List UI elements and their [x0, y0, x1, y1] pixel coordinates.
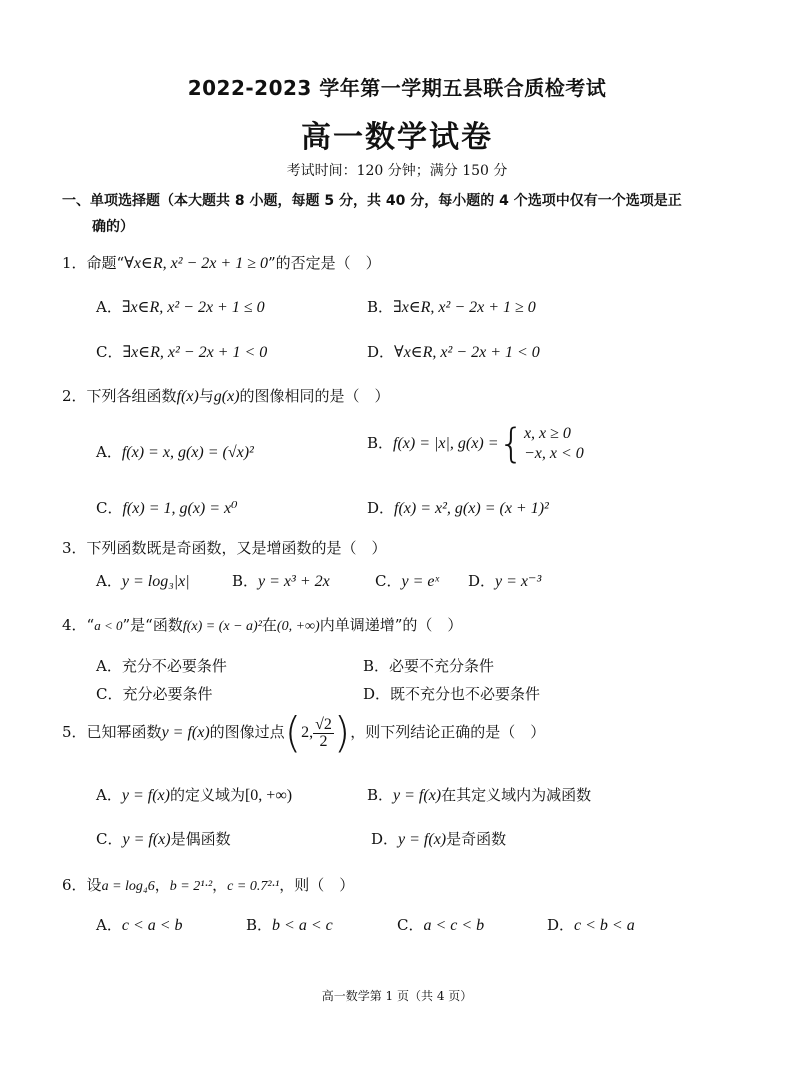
case-1: x, x ≥ 0	[523, 425, 571, 442]
option-math: y = f(x)	[398, 831, 447, 848]
option-label: B．	[246, 916, 273, 934]
option-label: A．	[96, 786, 122, 804]
q3-option-d[interactable]	[468, 570, 541, 591]
question-number: 2．	[62, 387, 87, 405]
stem-math: a < 0	[94, 618, 123, 633]
question-3-stem	[62, 537, 387, 558]
stem-text: 的图像过点	[209, 723, 285, 741]
left-paren: (	[284, 708, 302, 757]
q2-option-d[interactable]	[367, 497, 549, 518]
option-label: D．	[468, 572, 496, 590]
option-math: a < c < b	[423, 917, 485, 934]
option-label: B．	[367, 786, 394, 804]
right-paren: )	[333, 708, 351, 757]
question-5-stem	[62, 708, 546, 757]
option-label: C．	[96, 830, 123, 848]
option-math: c < a < b	[121, 917, 183, 934]
option-math: y = x³ + 2x	[258, 573, 330, 590]
q2-option-c[interactable]	[96, 497, 238, 518]
question-2-stem	[62, 385, 390, 406]
option-text: 充分必要条件	[122, 685, 213, 703]
q4-option-c[interactable]	[96, 683, 213, 704]
option-text: 是偶函数	[170, 830, 231, 848]
q6-option-a[interactable]	[96, 914, 183, 935]
option-label: D．	[367, 499, 395, 517]
question-4-stem	[62, 614, 462, 635]
option-label: B．	[363, 657, 390, 675]
question-number: 5．	[62, 723, 87, 741]
option-text: 在其定义域内为减函数	[441, 786, 592, 804]
stem-math: b = 2¹·²	[169, 879, 213, 894]
stem-text: 与	[198, 387, 214, 405]
q4-option-a[interactable]	[96, 655, 227, 676]
option-label: C．	[375, 572, 402, 590]
stem-math: (0, +∞)	[276, 619, 320, 634]
q1-option-a[interactable]	[96, 296, 265, 317]
stem-math: y = f(x)	[161, 724, 210, 741]
separator: ，	[154, 876, 170, 894]
q4-option-b[interactable]	[363, 655, 494, 676]
option-math: y = f(x)	[121, 787, 170, 804]
q3-option-b[interactable]	[232, 570, 330, 591]
stem-math: f(x) = (x − a)²	[182, 619, 262, 634]
stem-text: 的图像相同的是（ ）	[239, 387, 390, 405]
option-math: c < b < a	[574, 917, 635, 934]
option-label: D．	[371, 830, 399, 848]
question-1-stem	[62, 252, 381, 273]
left-brace: {	[498, 421, 524, 467]
q6-option-d[interactable]	[547, 914, 635, 935]
question-number: 6．	[62, 876, 87, 894]
q6-option-c[interactable]	[397, 914, 484, 935]
stem-text: 已知幂函数	[86, 723, 162, 741]
section-heading-line2: 确的）	[92, 219, 134, 235]
option-text: 的定义域为	[169, 786, 245, 804]
q1-option-b[interactable]	[367, 296, 536, 317]
option-label: B．	[367, 298, 394, 316]
option-label: C．	[397, 916, 424, 934]
option-label: D．	[547, 916, 575, 934]
stem-math: ∀x∈R, x² − 2x + 1 ≥ 0	[124, 255, 268, 272]
option-text: 既不充分也不必要条件	[390, 685, 541, 703]
q5-option-c[interactable]	[96, 828, 231, 849]
option-math: f(x) = x, g(x) = (√x)²	[121, 444, 254, 461]
exam-info: 考试时间：120 分钟；满分 150 分	[286, 163, 508, 179]
stem-text: 下列各组函数	[86, 387, 177, 405]
option-math: f(x) = x², g(x) = (x + 1)²	[394, 500, 549, 517]
point-x: 2,	[301, 724, 314, 741]
fraction-denominator: 2	[319, 732, 328, 750]
option-label: A．	[96, 916, 122, 934]
stem-math: f(x)	[176, 388, 199, 405]
option-label: B．	[232, 572, 259, 590]
stem-text: 下列函数既是奇函数，又是增函数的是（ ）	[86, 539, 387, 557]
question-6-stem	[62, 874, 354, 895]
stem-text: 设	[86, 876, 102, 894]
option-math: y = log₃|x|	[121, 573, 190, 590]
option-math: ∀x∈R, x² − 2x + 1 < 0	[394, 344, 540, 361]
q6-option-b[interactable]	[246, 914, 333, 935]
option-math: ∃x∈R, x² − 2x + 1 < 0	[122, 344, 268, 361]
question-number: 1．	[62, 254, 87, 272]
stem-text: 内单调递增”的（ ）	[319, 616, 463, 634]
q5-option-a[interactable]	[96, 784, 292, 805]
fraction	[313, 717, 334, 750]
section-heading-line1: 一、单项选择题（本大题共 8 小题，每题 5 分，共 40 分，每小题的 4 个选项中仅有一个选项是正	[62, 193, 682, 209]
case-2: −x, x < 0	[523, 445, 584, 462]
q4-option-d[interactable]	[363, 683, 540, 704]
option-math: b < a < c	[272, 917, 333, 934]
option-math: y = f(x)	[393, 787, 442, 804]
option-label: B．	[367, 434, 394, 452]
option-text: 充分不必要条件	[121, 657, 227, 675]
q1-option-d[interactable]	[367, 341, 540, 362]
stem-math: c = 0.7²·¹	[227, 879, 280, 894]
fraction-numerator: √2	[315, 715, 332, 733]
q2-option-b[interactable]	[367, 421, 584, 467]
question-number: 4．	[62, 616, 87, 634]
q2-option-a[interactable]	[96, 441, 254, 462]
option-label: A．	[96, 443, 122, 461]
q3-option-c[interactable]	[375, 570, 439, 591]
stem-text: ”是“函数	[122, 616, 183, 634]
page-footer: 高一数学第 1 页（共 4 页）	[321, 989, 473, 1003]
option-text: 必要不充分条件	[389, 657, 495, 675]
option-math: ∃x∈R, x² − 2x + 1 ≤ 0	[121, 299, 265, 316]
separator: ，	[212, 876, 228, 894]
option-label: C．	[96, 499, 123, 517]
stem-text: ，则下列结论正确的是（ ）	[350, 723, 546, 741]
option-math: y = eˣ	[401, 573, 439, 590]
option-math: f(x) = |x|, g(x) =	[393, 435, 499, 452]
piecewise-cases	[524, 424, 584, 464]
q5-option-d[interactable]	[371, 828, 506, 849]
option-label: A．	[96, 572, 122, 590]
option-label: A．	[96, 298, 122, 316]
option-math: ∃x∈R, x² − 2x + 1 ≥ 0	[393, 299, 536, 316]
question-number: 3．	[62, 539, 87, 557]
option-label: C．	[96, 343, 123, 361]
stem-math: a = log₄6	[101, 879, 155, 894]
option-math: f(x) = 1, g(x) = x⁰	[122, 500, 238, 517]
option-math: y = f(x)	[122, 831, 171, 848]
option-math: [0, +∞)	[244, 787, 293, 804]
q5-option-b[interactable]	[367, 784, 591, 805]
stem-text: ”的否定是（ ）	[267, 254, 381, 272]
stem-text: 命题“	[86, 254, 125, 272]
option-label: C．	[96, 685, 123, 703]
stem-text: 在	[261, 616, 277, 634]
stem-math: g(x)	[213, 388, 240, 405]
exam-title: 高一数学试卷	[301, 120, 493, 155]
option-math: y = x⁻³	[495, 573, 542, 590]
option-label: D．	[363, 685, 391, 703]
option-label: D．	[367, 343, 395, 361]
option-text: 是奇函数	[446, 830, 507, 848]
stem-text: “	[86, 616, 95, 634]
exam-name: 2022-2023 学年第一学期五县联合质检考试	[187, 76, 607, 100]
q1-option-c[interactable]	[96, 341, 267, 362]
stem-text: ，则（ ）	[279, 876, 355, 894]
option-label: A．	[96, 657, 122, 675]
q3-option-a[interactable]	[96, 570, 190, 591]
